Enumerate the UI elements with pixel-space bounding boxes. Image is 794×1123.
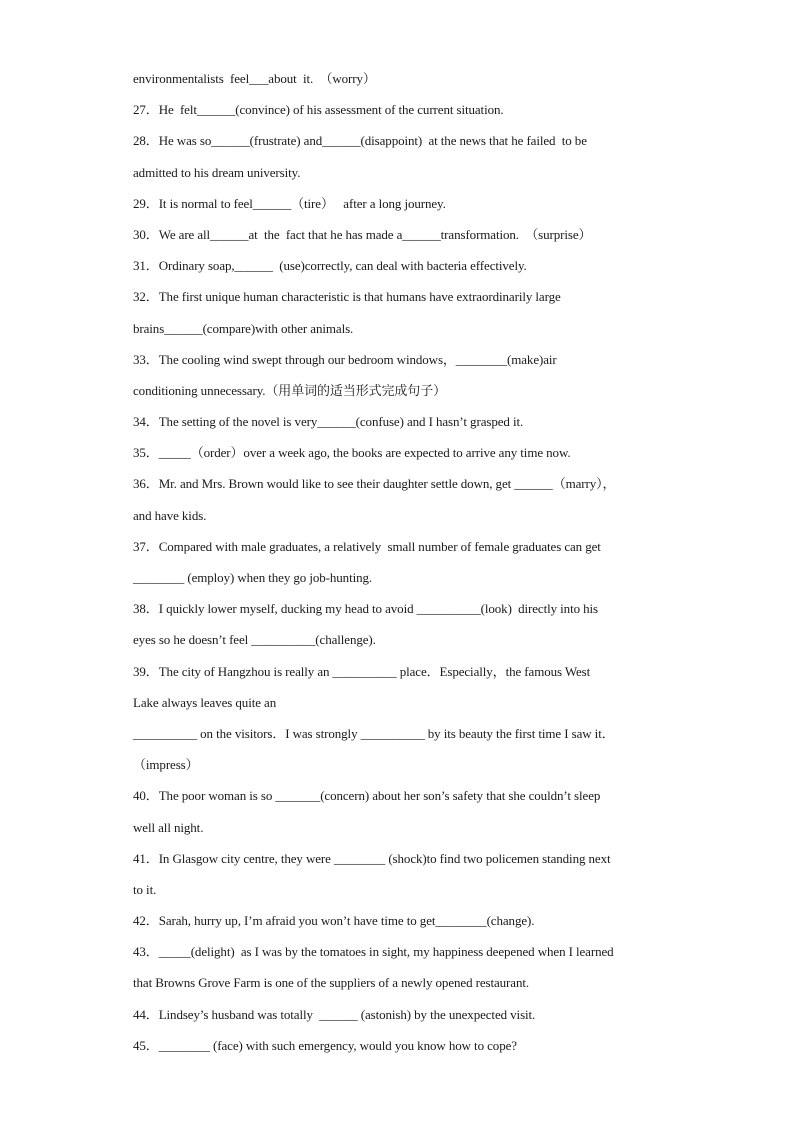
question-31: 31．Ordinary soap,______ (use)correctly, can deal with bacteria effectively. bbox=[133, 258, 527, 274]
question-33: 33．The cooling wind swept through our bedroom windows，________(make)air bbox=[133, 351, 557, 367]
text-line: that Browns Grove Farm is one of the suppliers of a newly opened restaurant. bbox=[133, 975, 530, 991]
question-43: 43．_____(delight) as I was by the tomatoes in sight, my happiness deepened when I learned bbox=[133, 944, 614, 960]
question-44: 44．Lindsey’s husband was totally ______ (astonish) by the unexpected visit. bbox=[133, 1006, 536, 1022]
question-42: 42．Sarah, hurry up, I’m afraid you won’t have time to get________(change). bbox=[133, 913, 535, 929]
question-35: 35．_____（order）over a week ago, the books are expected to arrive any time now. bbox=[133, 445, 571, 461]
question-34: 34．The setting of the novel is very______(confuse) and I hasn’t grasped it. bbox=[133, 414, 524, 430]
question-27: 27．He felt______(convince) of his assessment of the current situation. bbox=[133, 102, 504, 118]
question-38: 38．I quickly lower myself, ducking my head to avoid __________(look) directly into his bbox=[133, 601, 599, 617]
text-line: to it. bbox=[133, 881, 157, 897]
question-40: 40．The poor woman is so _______(concern) about her son’s safety that she couldn’t sleep bbox=[133, 788, 601, 804]
question-28: 28．He was so______(frustrate) and______(disappoint) at the news that he failed to be bbox=[133, 133, 587, 149]
exercise-list bbox=[133, 63, 673, 1061]
question-30: 30．We are all______at the fact that he has made a______transformation. （surprise） bbox=[133, 226, 592, 242]
question-41: 41．In Glasgow city centre, they were ________ (shock)to find two policemen standing next bbox=[133, 850, 611, 866]
question-45: 45．________ (face) with such emergency, would you know how to cope? bbox=[133, 1037, 517, 1053]
text-line: and have kids. bbox=[133, 507, 207, 523]
text-line: brains______(compare)with other animals. bbox=[133, 320, 354, 336]
question-32: 32．The first unique human characteristic is that humans have extraordinarily large bbox=[133, 289, 561, 305]
question-37: 37．Compared with male graduates, a relatively small number of female graduates can get bbox=[133, 538, 601, 554]
text-line: Lake always leaves quite an bbox=[133, 694, 277, 710]
text-line: admitted to his dream university. bbox=[133, 164, 301, 180]
text-line: （impress） bbox=[133, 757, 199, 773]
text-line: environmentalists feel___about it. （worry） bbox=[133, 71, 376, 86]
text-line: well all night. bbox=[133, 819, 204, 835]
text-line: __________ on the visitors．I was strongly __________ by its beauty the first time I saw it． bbox=[133, 725, 615, 741]
question-39: 39．The city of Hangzhou is really an __________ place．Especially，the famous West bbox=[133, 663, 591, 679]
text-line: ________ (employ) when they go job-hunting. bbox=[133, 570, 373, 585]
question-29: 29．It is normal to feel______（tire） after a long journey. bbox=[133, 195, 446, 211]
text-line: eyes so he doesn’t feel __________(challenge). bbox=[133, 632, 376, 648]
question-36: 36．Mr. and Mrs. Brown would like to see their daughter settle down, get ______（marry）， bbox=[133, 476, 616, 492]
text-line: conditioning unnecessary.（用单词的适当形式完成句子） bbox=[133, 382, 447, 398]
